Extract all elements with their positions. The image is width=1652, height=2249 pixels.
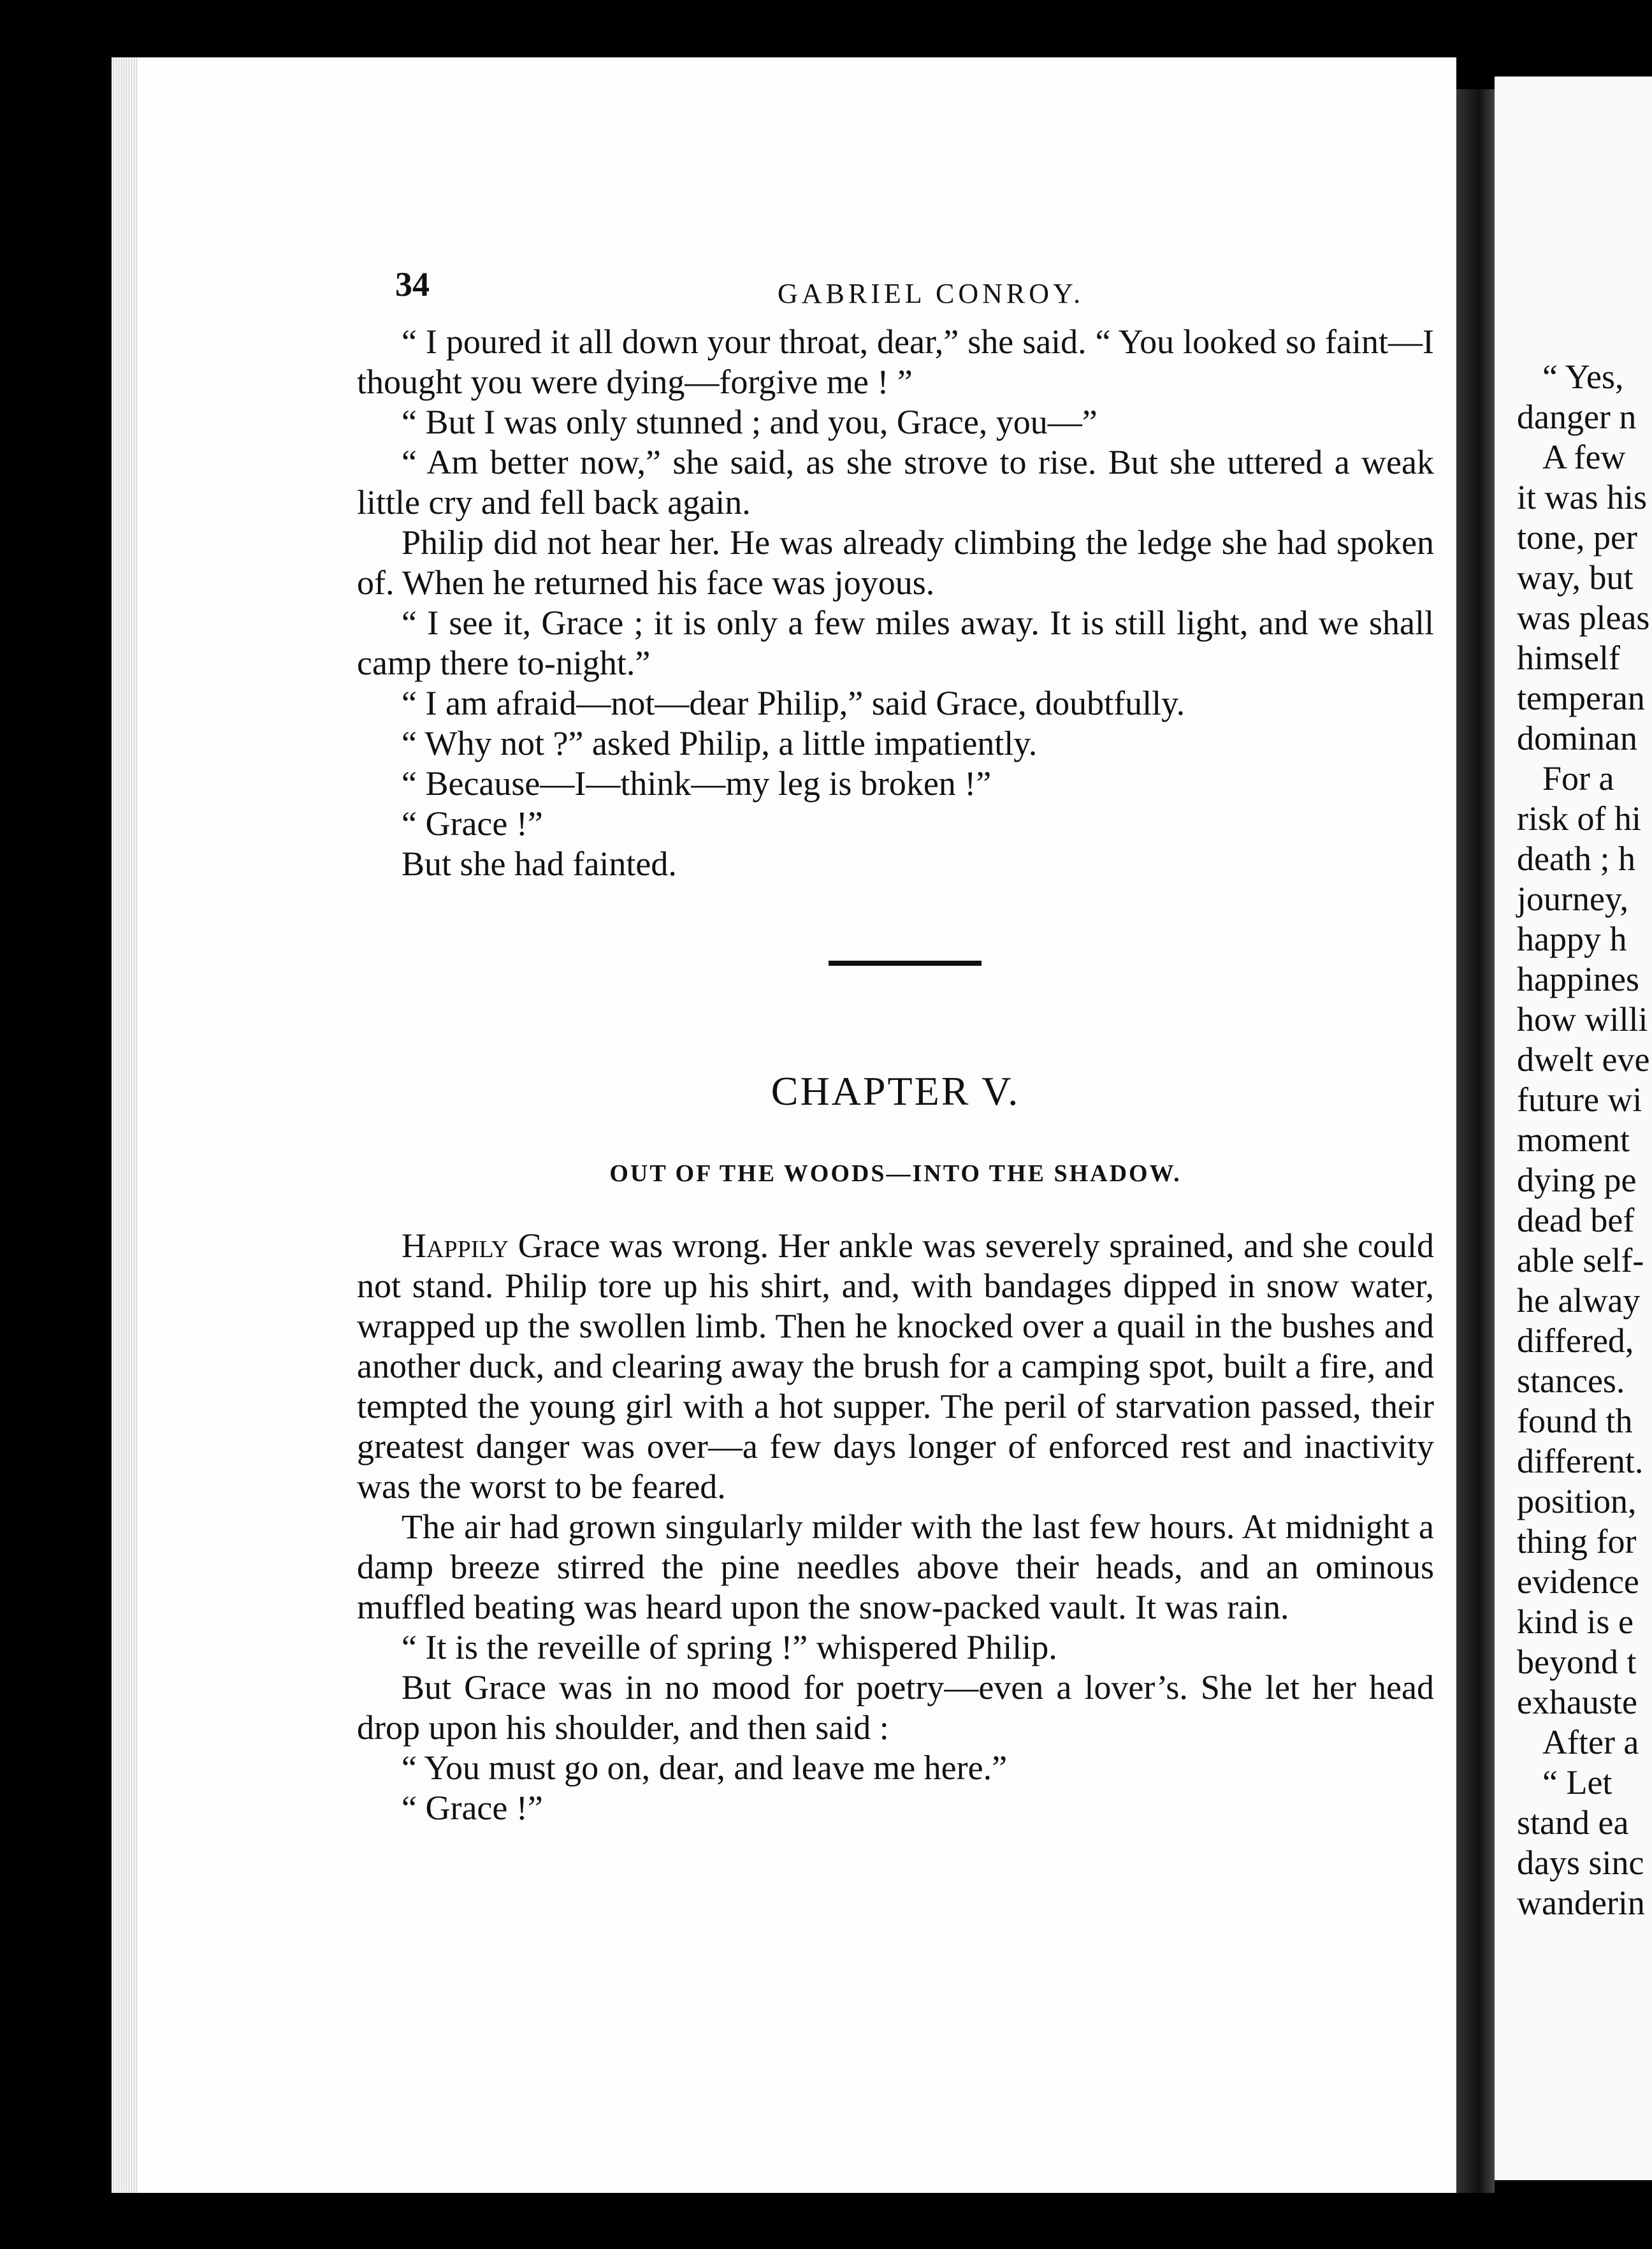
paragraph: “ It is the reveille of spring !” whispered Philip. [402, 1628, 1057, 1666]
opening-rest: Grace was wrong. Her ankle was severely sprained, and she could not stand. Philip tore up his shirt, and, with bandages dipped in snow water, wrapped up the swollen limb. Then he knocked over a quail in the bushes and another duck, and clearing away the brush for a camping spot, built a fire, and tempted the young girl with a hot supper. The peril of starvation passed, their greatest danger was over—a few days longer of enforced rest and inactivity was the worst to be feared. [357, 1226, 1434, 1506]
right-line: future wi [1517, 1081, 1642, 1119]
paragraph: “ But I was only stunned ; and you, Grace, you—” [402, 403, 1098, 441]
right-line: thing for [1517, 1522, 1637, 1561]
paragraph: “ I see it, Grace ; it is only a few miles away. It is still light, and we shall camp there to-night.” [357, 604, 1434, 682]
opening-paragraph [357, 1226, 1434, 1507]
right-line: For a [1542, 759, 1614, 797]
left-page-content [357, 252, 1434, 1828]
right-line: stances. [1517, 1362, 1625, 1400]
right-line: happines [1517, 960, 1639, 998]
right-line: exhauste [1517, 1683, 1637, 1721]
right-line: himself [1517, 639, 1620, 677]
right-line: dwelt eve [1517, 1040, 1650, 1079]
right-line: kind is e [1517, 1603, 1634, 1641]
paragraph: “ You must go on, dear, and leave me here.” [402, 1749, 1008, 1787]
right-line: wanderin [1517, 1884, 1645, 1922]
book-gutter [1456, 89, 1495, 2193]
paragraph: But she had fainted. [402, 845, 677, 883]
right-line: found th [1517, 1402, 1633, 1440]
right-line: dominan [1517, 719, 1637, 757]
paragraph: Philip did not hear her. He was already climbing the ledge she had spoken of. When he returned his face was joyous. [357, 523, 1434, 602]
right-line: it was his [1517, 478, 1648, 516]
right-line: risk of hi [1517, 799, 1641, 838]
right-line: position, [1517, 1482, 1637, 1520]
paragraph: “ Am better now,” she said, as she strove to rise. But she uttered a weak little cry and fell back again. [357, 443, 1434, 521]
right-line: “ Yes, [1542, 358, 1624, 396]
right-line: tone, per [1517, 518, 1637, 557]
right-line: able self- [1517, 1241, 1644, 1279]
right-line: “ Let [1542, 1763, 1612, 1801]
paragraph: “ Why not ?” asked Philip, a little impatiently. [402, 724, 1038, 762]
running-title: GABRIEL CONROY. [778, 278, 1085, 309]
right-line: differed, [1517, 1321, 1634, 1360]
right-line: happy h [1517, 920, 1627, 958]
right-page-lines [1517, 357, 1649, 1923]
chapter-heading: CHAPTER V. [771, 1068, 1020, 1114]
paragraph: “ Grace !” [402, 1789, 543, 1827]
right-line: dead bef [1517, 1201, 1635, 1239]
section-rule [829, 961, 982, 966]
right-line: different. [1517, 1442, 1644, 1480]
right-line: dying pe [1517, 1161, 1637, 1199]
paragraph: “ Grace !” [402, 804, 543, 843]
chapter-subtitle: OUT OF THE WOODS—INTO THE SHADOW. [609, 1160, 1182, 1187]
right-line: stand ea [1517, 1803, 1629, 1842]
paragraph: The air had grown singularly milder with the last few hours. At midnight a damp breeze stirred the pine needles above their heads, and an ominous muffled beating was heard upon the snow-packed vault. It was rain. [357, 1508, 1434, 1626]
right-line: he alway [1517, 1281, 1641, 1320]
body-text-before [357, 322, 1434, 884]
right-line: days sinc [1517, 1844, 1644, 1882]
right-line: evidence [1517, 1562, 1639, 1601]
right-line: moment [1517, 1121, 1630, 1159]
paragraph: “ Because—I—think—my leg is broken !” [402, 764, 992, 803]
right-line: danger n [1517, 398, 1637, 436]
right-line: temperan [1517, 679, 1645, 717]
right-page [1495, 76, 1652, 2180]
right-line: death ; h [1517, 840, 1635, 878]
right-line: journey, [1517, 880, 1628, 918]
right-line: After a [1542, 1723, 1639, 1761]
body-text-after [357, 1226, 1434, 1828]
paragraph: “ I am afraid—not—dear Philip,” said Grace, doubtfully. [402, 684, 1185, 722]
paragraph: But Grace was in no mood for poetry—even a lover’s. She let her head drop upon his shoulder, and then said : [357, 1668, 1434, 1747]
right-line: A few [1542, 438, 1626, 476]
paragraph: “ I poured it all down your throat, dear,” she said. “ You looked so faint—I thought you were dying—forgive me ! ” [357, 323, 1434, 401]
opening-smallcaps: Happily [402, 1226, 509, 1265]
page-edges [112, 57, 137, 2193]
right-line: way, but [1517, 558, 1634, 597]
right-line: beyond t [1517, 1643, 1637, 1681]
right-line: how willi [1517, 1000, 1648, 1038]
page-number: 34 [395, 265, 430, 303]
running-head [357, 252, 1434, 322]
right-line: was pleas [1517, 599, 1650, 637]
